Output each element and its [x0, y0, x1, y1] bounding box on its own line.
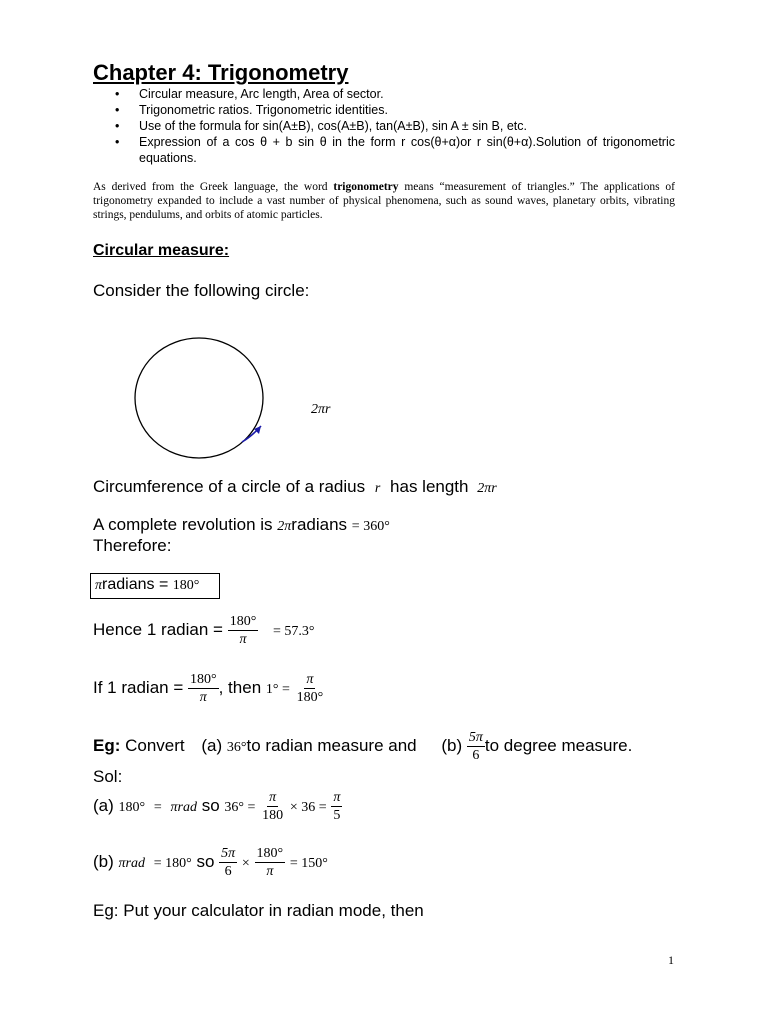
- revolution-text: A complete revolution is: [93, 515, 273, 534]
- topic-item: • Circular measure, Arc length, Area of sector.: [115, 86, 675, 102]
- fraction-denominator: 6: [472, 748, 480, 763]
- topic-item: • Trigonometric ratios. Trigonometric identities.: [115, 102, 675, 118]
- sol-a-fraction: [260, 789, 285, 824]
- fraction-denominator: 180°: [296, 690, 324, 705]
- sol-a-36: 36° =: [224, 799, 256, 815]
- radius-symbol: r: [374, 481, 381, 496]
- intro-text-1: As derived from the Greek language, the word: [93, 181, 334, 193]
- intro-bold-word: trigonometry: [333, 181, 399, 193]
- part-a-text: to radian measure and: [246, 735, 417, 755]
- boxed-pi: π: [95, 578, 103, 593]
- topic-item: • Expression of a cos θ + b sin θ in the form r cos(θ+α)or r sin(θ+α).Solution of trigonometric equations.: [115, 134, 675, 166]
- part-b-label: (b): [441, 735, 463, 755]
- fraction-numerator: π: [269, 790, 277, 805]
- part-b-fraction: [467, 729, 485, 764]
- topic-item: • Use of the formula for sin(A±B), cos(A±B), tan(A±B), sin A ± sin B, etc.: [115, 118, 675, 134]
- sol-b-so: so: [196, 851, 215, 871]
- sol-b-result: = 150°: [289, 855, 328, 871]
- solution-a-line: [93, 789, 342, 824]
- fraction-numerator: 180°: [256, 846, 284, 861]
- sol-a-rad: πrad: [170, 799, 197, 815]
- fraction-numerator: 5π: [221, 846, 236, 861]
- length-value: 2πr: [477, 481, 497, 496]
- sol-a-result-fraction: [331, 789, 342, 824]
- fraction-numerator: 5π: [468, 730, 483, 745]
- hence-line: [93, 613, 315, 648]
- part-b-text: to degree measure.: [484, 735, 633, 755]
- boxed-radians: radians =: [102, 576, 169, 593]
- sol-a-eq: =: [153, 799, 162, 815]
- chapter-title-block: [93, 60, 348, 86]
- sol-b-eq: = 180°: [153, 855, 192, 871]
- part-a-value: 36°: [226, 739, 247, 755]
- sol-a-so: so: [201, 795, 220, 815]
- has-length-text: has length: [390, 477, 469, 496]
- circle-label: 2πr: [311, 402, 331, 417]
- sol-a-label: (a): [93, 795, 114, 815]
- fraction-denominator: 6: [224, 864, 232, 879]
- fraction-numerator: 180°: [190, 672, 217, 687]
- if-radian-line: [93, 671, 325, 706]
- revolution-line: [93, 515, 390, 535]
- sol-b-fraction-1: [219, 845, 237, 880]
- eq-360: = 360°: [351, 519, 390, 534]
- radians-word: radians: [291, 515, 348, 534]
- sol-b-label: (b): [93, 851, 114, 871]
- boxed-180: 180°: [172, 578, 200, 593]
- then-text: , then: [218, 677, 262, 697]
- then-fraction: [295, 671, 326, 706]
- fraction-numerator: π: [333, 790, 341, 805]
- circumference-text: Circumference of a circle of a radius: [93, 477, 366, 496]
- calculator-note: Eg: Put your calculator in radian mode, then: [93, 901, 424, 920]
- fraction-numerator: 180°: [229, 614, 257, 629]
- part-a-label: (a): [201, 735, 223, 755]
- example-line: [93, 729, 632, 764]
- chapter-title: Chapter 4: Trigonometry: [93, 60, 349, 85]
- sol-b-rad: πrad: [118, 855, 145, 871]
- one-degree: 1° =: [265, 681, 290, 697]
- if-text: If 1 radian =: [93, 677, 184, 697]
- sol-a-lhs: 180°: [118, 799, 146, 815]
- boxed-formula: [90, 573, 220, 599]
- sol-label: Sol:: [93, 767, 123, 786]
- convert-text: Convert: [125, 735, 185, 755]
- intro-paragraph: [93, 180, 675, 222]
- two-pi-symbol: 2π: [277, 519, 292, 534]
- fraction-denominator: π: [199, 690, 207, 705]
- fraction-denominator: π: [239, 632, 247, 647]
- section-heading: Circular measure:: [93, 242, 230, 259]
- sol-a-times: × 36 =: [289, 799, 327, 815]
- hence-fraction: [228, 613, 259, 648]
- eg-label: Eg:: [93, 735, 121, 755]
- fraction-denominator: 5: [333, 808, 341, 823]
- topic-list: [115, 86, 675, 166]
- sol-b-times: ×: [241, 855, 250, 871]
- if-fraction: [188, 671, 219, 706]
- therefore-text: Therefore:: [93, 536, 172, 555]
- hence-text: Hence 1 radian =: [93, 619, 223, 639]
- solution-b-line: [93, 845, 328, 880]
- page-number: 1: [668, 953, 674, 967]
- circle-diagram: [130, 332, 280, 467]
- sol-b-fraction-2: [255, 845, 286, 880]
- fraction-denominator: 180: [262, 808, 284, 823]
- intro-text-2: means “measurement of triangles.” The applications of trigonometry expanded to include a vast number of physical phenomena, such as sound waves, planetary orbits, vibrating strings, pendulums, and orbits of atomic particles.: [93, 181, 675, 221]
- fraction-denominator: π: [266, 864, 274, 879]
- fraction-numerator: π: [306, 672, 314, 687]
- circumference-line: [93, 477, 497, 497]
- consider-text: Consider the following circle:: [93, 281, 310, 300]
- hence-result: = 57.3°: [273, 623, 315, 639]
